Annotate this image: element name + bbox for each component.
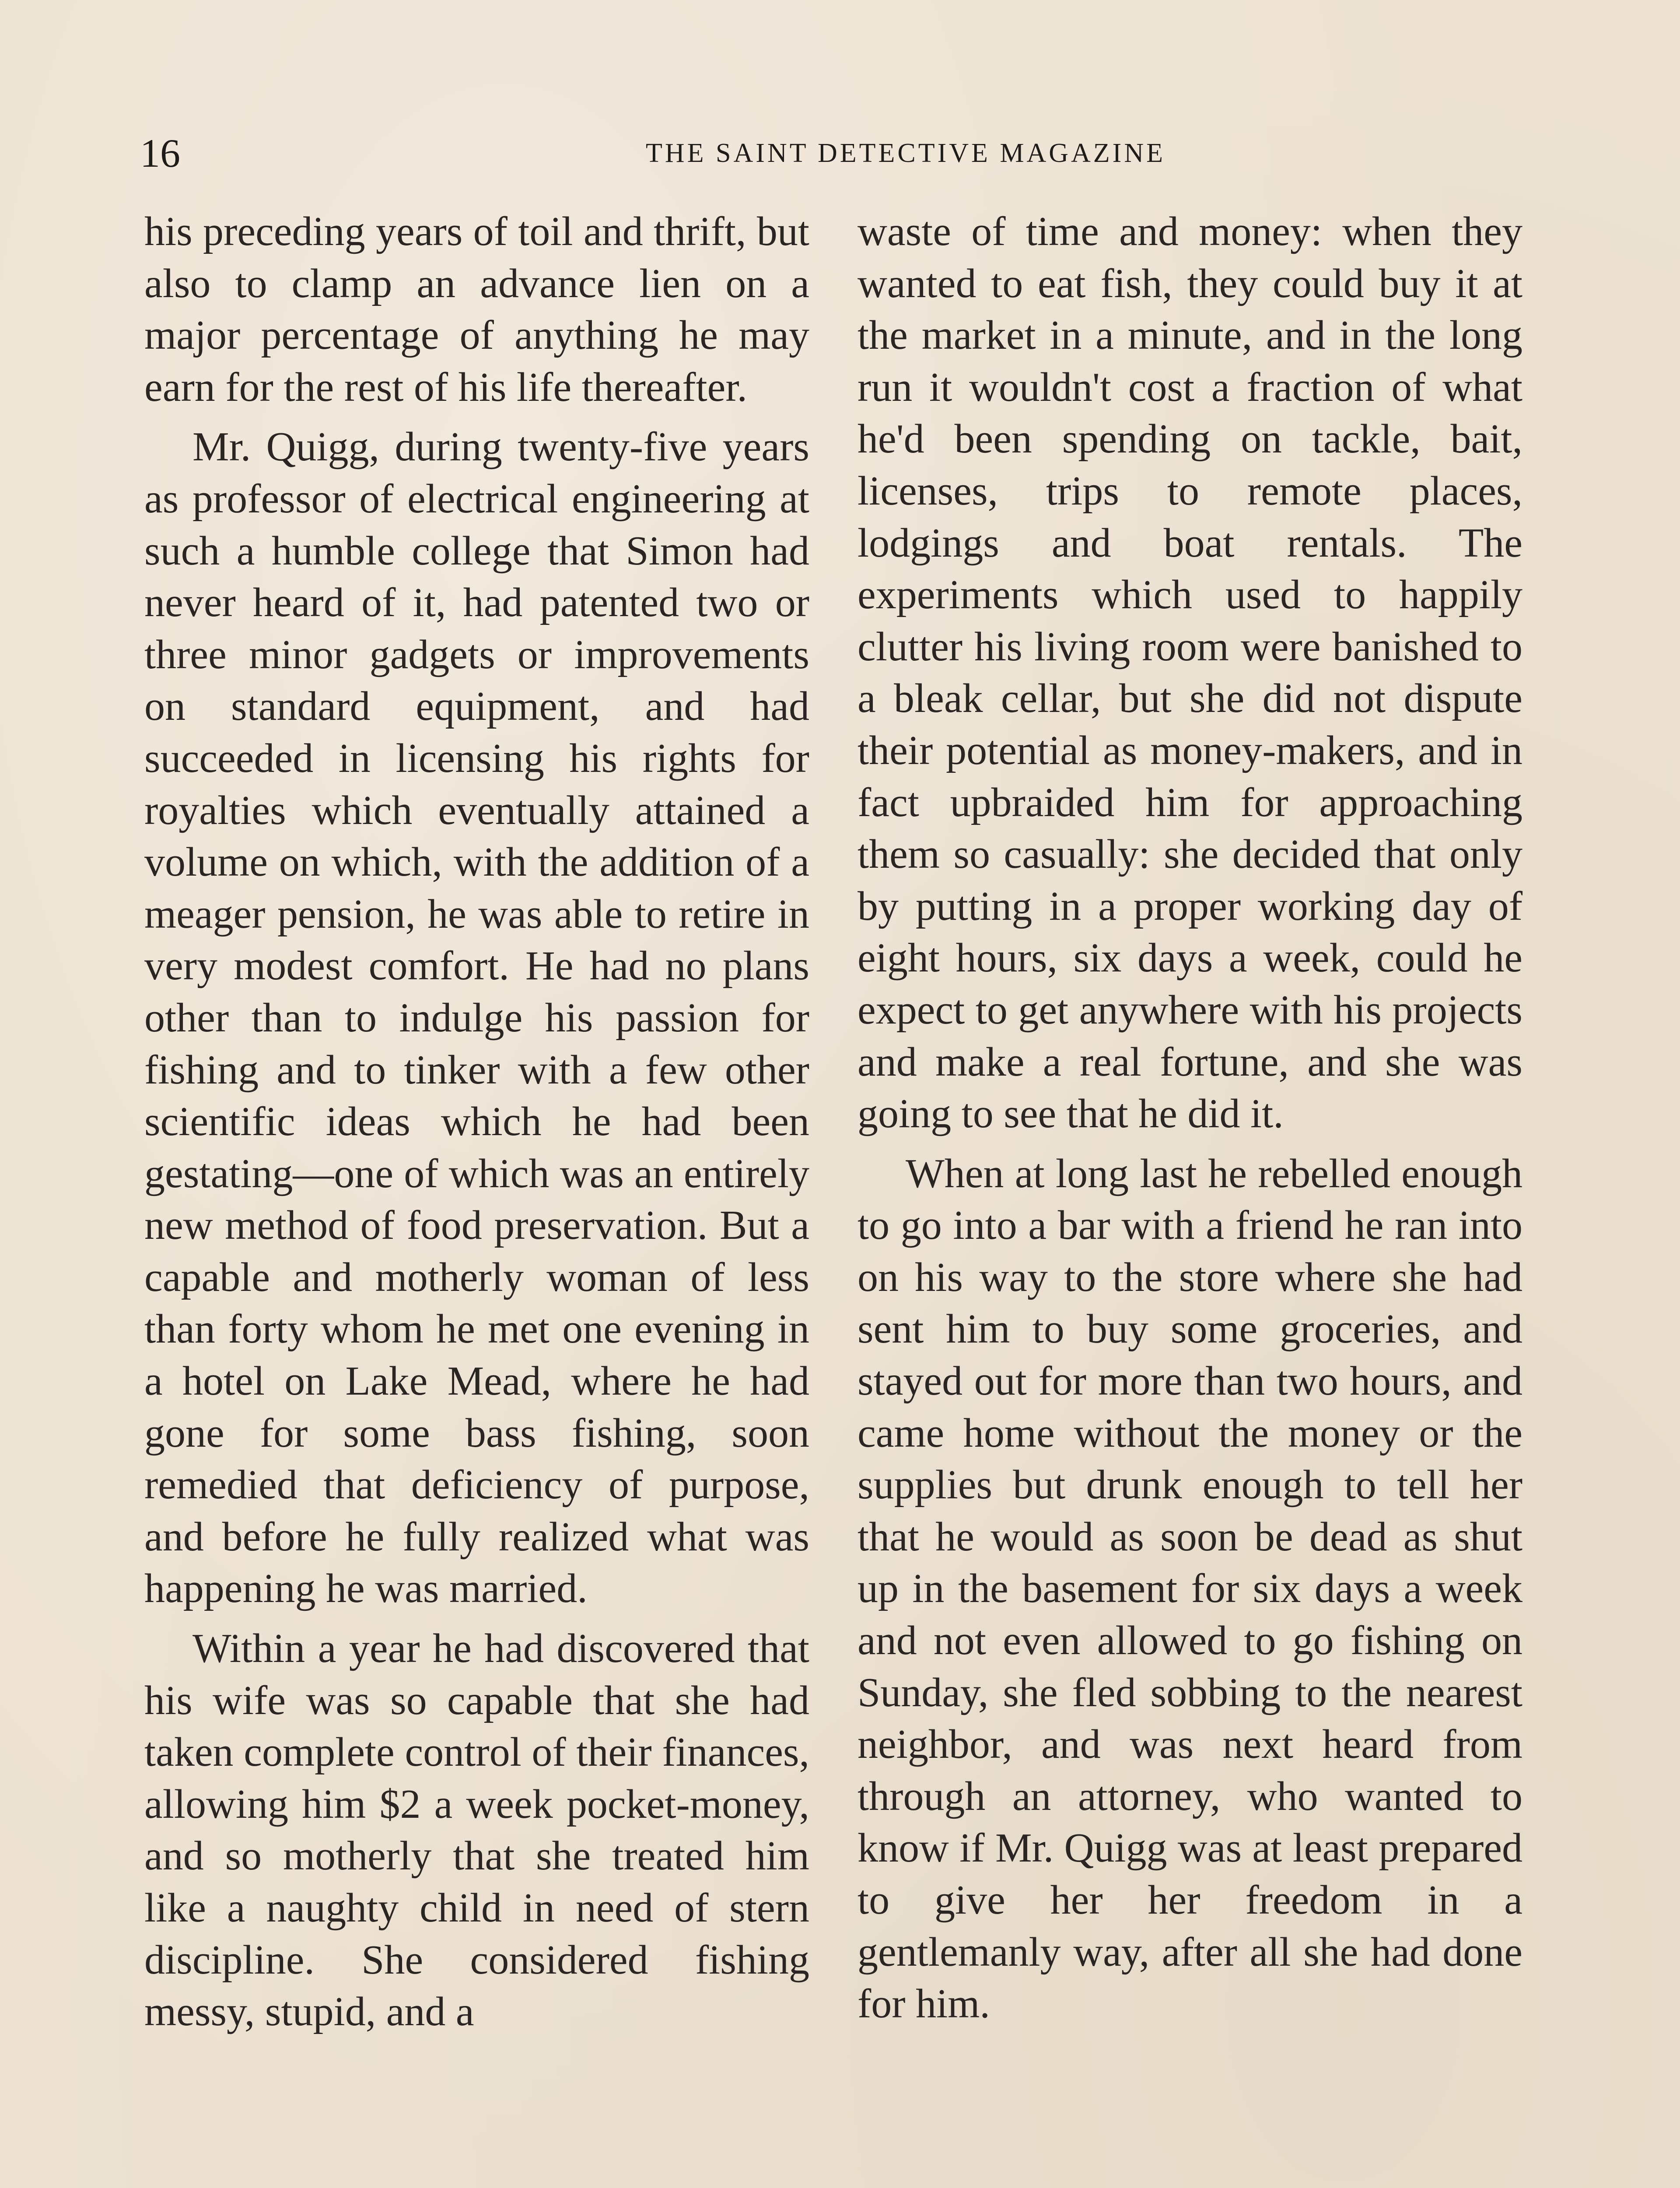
paragraph: Mr. Quigg, during twenty-five years as professor of electrical engineering at such a humble college that Simon had never heard of it, had patented two or three minor gadgets or improvements on standard equipment, and had succeeded in licensing his rights for royalties which eventually attained a volume on which, with the addition of a meager pension, he was able to retire in very modest comfort. He had no plans other than to indulge his passion for fishing and to tinker with a few other scientific ideas which he had been gestating—one of which was an entirely new method of food preservation. But a capable and motherly woman of less than forty whom he met one evening in a hotel on Lake Mead, where he had gone for some bass fishing, soon remedied that deficiency of purpose, and before he fully realized what was happening he was married. xyxy=(144,424,809,1612)
paragraph: Within a year he had discovered that his wife was so capable that she had taken complete control of their finances, allowing him $2 a week pocket-money, and so motherly that she treated him like a naughty child in need of stern discipline. She considered fishing messy, stupid, and a xyxy=(144,1626,809,2035)
paragraph: waste of time and money: when they wanted to eat fish, they could buy it at the market in a minute, and in the long run it wouldn't cost a fraction of what he'd been spending on tackle, bait, licenses, trips to remote places, lodgings and boat rentals. The experiments which used to happily clutter his living room were banished to a bleak cellar, but she did not dispute their potential as money-makers, and in fact upbraided him for approaching them so casually: she decided that only by putting in a proper working day of eight hours, six days a week, could he expect to get anywhere with his projects and make a real fortune, and she was going to see that he did it. xyxy=(858,209,1522,1137)
left-column xyxy=(144,206,809,2188)
paragraph: his preceding years of toil and thrift, but also to clamp an advance lien on a major percentage of anything he may earn for the rest of his life thereafter. xyxy=(144,209,809,410)
right-column xyxy=(858,206,1522,2188)
running-title: THE SAINT DETECTIVE MAGAZINE xyxy=(646,138,1166,168)
page-number: 16 xyxy=(140,131,180,175)
paragraph: When at long last he rebelled enough to go into a bar with a friend he ran into on his way to the store where she had sent him to buy some groceries, and stayed out for more than two hours, and came home without the money or the supplies but drunk enough to tell her that he would as soon be dead as shut up in the basement for six days a week and not even allowed to go fishing on Sunday, she fled sobbing to the nearest neighbor, and was next heard from through an attorney, who wanted to know if Mr. Quigg was at least prepared to give her her freedom in a gentlemanly way, after all she had done for him. xyxy=(858,1150,1522,2027)
page-header xyxy=(140,127,1540,179)
